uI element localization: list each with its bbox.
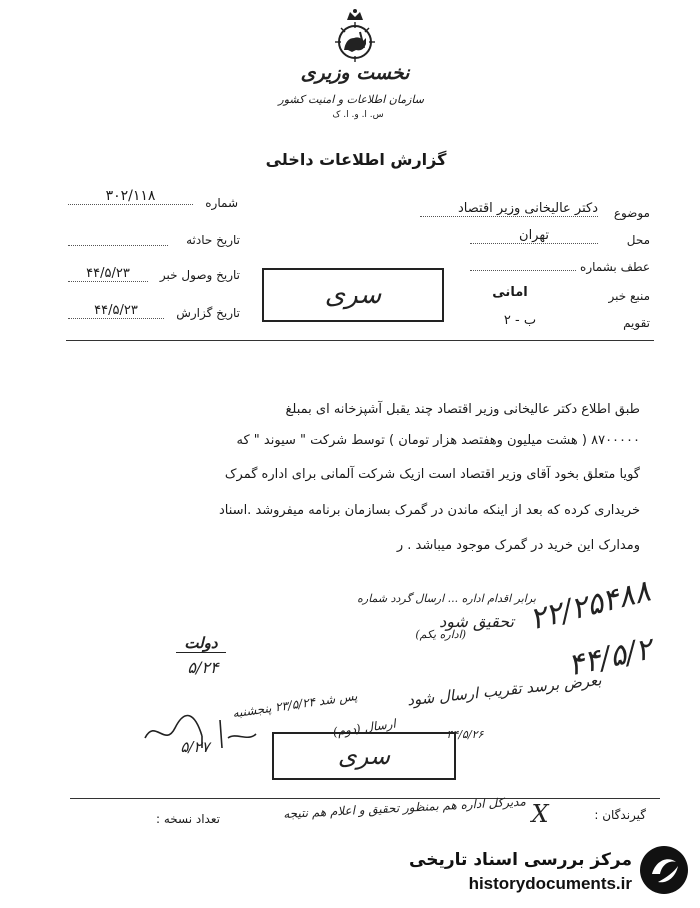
place-value: تهران (470, 228, 598, 244)
note-left-top: دولت (176, 634, 226, 653)
footer-divider (70, 798, 660, 799)
signature-scribble-icon (140, 708, 260, 752)
recipients-mark: X (531, 800, 549, 828)
evaluation-label: تقویم (623, 316, 650, 330)
report-date-label: تاریخ گزارش (176, 306, 240, 320)
body-line-1: طبق اطلاع دکتر عالیخانی وزیر اقتصاد چند یقبل آشپزخانه ای بمبلغ (285, 402, 640, 417)
watermark-name: مرکز بررسی اسناد تاریخی (409, 850, 632, 870)
subject-value: دکتر عالیخانی وزیر اقتصاد (420, 201, 598, 217)
source-value: امانی (492, 285, 528, 300)
note-date-big: ۴۴/۵/۲ (564, 631, 656, 684)
copies-label: تعداد نسخه : (155, 812, 220, 826)
secret-stamp-bottom-text: سری (337, 742, 391, 770)
header-code: س. ا. و. ا. ک (332, 110, 384, 120)
body-line-4: خریداری کرده که بعد از اینکه ماندن در گمرک بسازمان برنامه میفروشد .اسناد (219, 503, 640, 518)
lion-sun-emblem-icon (330, 8, 380, 64)
subject-label: موضوع (613, 206, 650, 220)
watermark-url: historydocuments.ir (468, 874, 632, 893)
note-send: بعرض برسد تقریب ارسال شود (406, 671, 603, 710)
receipt-date-label: تاریخ وصول خبر (159, 268, 240, 282)
incident-date-label: تاریخ حادثه (186, 233, 240, 247)
header-org: سازمان اطلاعات و امنیت کشور (278, 93, 424, 106)
place-label: محل (626, 233, 650, 247)
header-divider (66, 340, 654, 341)
note-number-big: ۲۲/۲۵۴۸۸ (526, 573, 654, 638)
note-investigate-sub: (اداره یکم) (415, 628, 466, 641)
ref-value (470, 270, 576, 271)
report-title: گزارش اطلاعات داخلی (265, 150, 447, 169)
watermark-logo-icon (638, 844, 690, 896)
report-date-value: ۴۴/۵/۲۳ (68, 303, 164, 319)
secret-stamp-bottom (272, 732, 456, 780)
number-value: ۳۰۲/۱۱۸ (68, 188, 193, 205)
body-line-3: گویا متعلق بخود آقای وزیر اقتصاد است ازیک شرکت آلمانی برای اداره گمرک (224, 467, 640, 482)
recipients-handwritten: مدیرکل اداره هم بمنظور تحقیق و اعلام هم نتیجه (282, 794, 527, 822)
incident-date-value (68, 245, 168, 246)
note-sent-date: ۴۴/۵/۲۶ (446, 728, 484, 741)
body-line-2: ۸۷۰۰۰۰۰ ( هشت میلیون وهفتصد هزار تومان ) توسط شرکت " سیوند " که (236, 433, 640, 448)
source-label: منبع خبر (608, 289, 650, 303)
note-action: برابر اقدام اداره ... ارسال گردد شماره (357, 592, 536, 605)
note-investigate: تحقیق شود (439, 612, 514, 631)
evaluation-value: ب - ۲ (503, 313, 537, 328)
classification-stamp (262, 268, 444, 322)
header-title: نخست وزیری (300, 62, 410, 84)
body-line-5: ومدارک این خرید در گمرک موجود میباشد . ر (396, 538, 640, 553)
number-label: شماره (205, 196, 238, 210)
note-sent-second: ارسال (دوم) (331, 716, 397, 740)
receipt-date-value: ۴۴/۵/۲۳ (68, 266, 148, 282)
note-done: پس شد ۲۳/۵/۲۴ پنجشنبه (231, 688, 359, 721)
recipients-label: گیرندگان : (594, 808, 646, 822)
classification-stamp-text: سری (324, 280, 382, 310)
note-left-top-num: ۵/۲۴ (187, 658, 219, 677)
ref-label: عطف بشماره (580, 260, 650, 274)
note-left-bottom: ۵/۲۷ (180, 738, 210, 756)
